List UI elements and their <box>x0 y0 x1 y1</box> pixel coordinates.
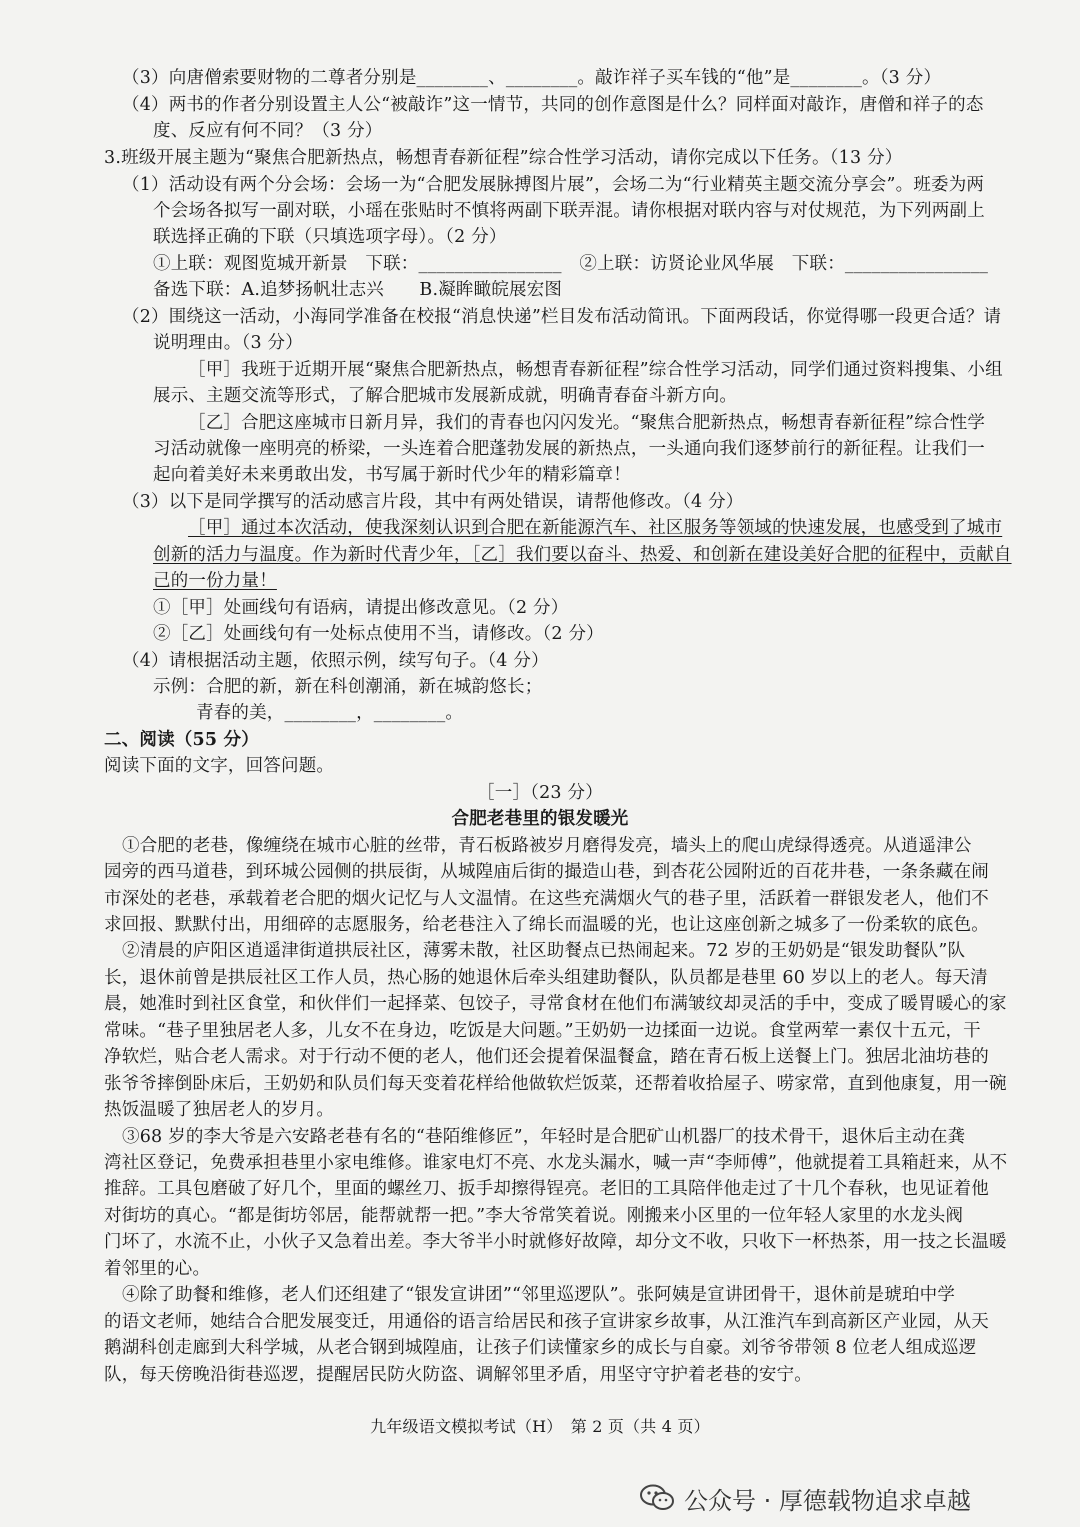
question-line: （4）请根据活动主题，依照示例，续写句子。（4 分） <box>122 651 549 671</box>
passage-number: ［一］（23 分） <box>477 783 603 803</box>
paragraph-line: ①合肥的老巷，像缠绕在城市心脏的丝带，青石板路被岁月磨得发亮，墙头上的爬山虎绿得透亮。从逍遥津公 <box>122 836 972 856</box>
question-line: （4）两书的作者分别设置主人公“被敲诈”这一情节，共同的创作意图是什么？同样面对敲诈，唐僧和祥子的态 <box>122 95 984 115</box>
paragraph-line: 长，退休前曾是拱辰社区工作人员，热心肠的她退休后牵头组建助餐队，队员都是巷里 60 岁以上的老人。每天清 <box>104 968 988 988</box>
passage-yi: 起向着美好未来勇敢出发，书写属于新时代少年的精彩篇章！ <box>153 465 631 485</box>
paragraph-line: 门坏了，水流不止，小伙子又急着出差。李大爷半小时就修好故障，却分文不收，只收下一杯热茶，用一技之长温暖 <box>104 1232 1007 1252</box>
watermark <box>640 1480 971 1516</box>
paragraph-line: 队，每天傍晚沿街巷巡逻，提醒居民防火防盗、调解邻里矛盾，用坚守守护着老巷的安宁。 <box>104 1365 812 1385</box>
paragraph-line: 鹅湖科创走廊到大科学城，从老合钢到城隍庙，让孩子们读懂家乡的成长与自豪。刘爷爷带领 8 位老人组成巡逻 <box>104 1338 977 1358</box>
fill-in-line: 青春的美，________，________。 <box>196 703 464 723</box>
passage-yi: 习活动就像一座明亮的桥梁，一头连着合肥蓬勃发展的新热点，一头通向我们逐梦前行的新征程。让我们一 <box>153 439 985 459</box>
instruction-line: 阅读下面的文字，回答问题。 <box>104 756 335 776</box>
paragraph-line: 湾社区登记，免费承担巷里小家电维修。谁家电灯不亮、水龙头漏水，喊一声“李师傅”，他就提着工具箱赶来，从不 <box>104 1153 1008 1173</box>
question-line: （3）向唐僧索要财物的二尊者分别是________、________。敲诈祥子买车钱的“他”是________。（3 分） <box>122 68 942 88</box>
paragraph-line: 晨，她准时到社区食堂，和伙伴们一起择菜、包饺子，寻常食材在他们布满皱纹却灵活的手中，变成了暖胃暖心的家 <box>104 994 1007 1014</box>
question-line: （3）以下是同学撰写的活动感言片段，其中有两处错误，请帮他修改。（4 分） <box>122 492 744 512</box>
passage-jia: 展示、主题交流等形式，了解合肥城市发展新成就，明确青春奋斗新方向。 <box>153 386 738 406</box>
paragraph-line: 园旁的西马道巷，到环城公园侧的拱辰街，从城隍庙后街的撮造山巷，到杏花公园附近的百花井巷，一条条藏在闹 <box>104 862 989 882</box>
watermark-text: 公众号 · 厚德载物追求卓越 <box>684 1486 971 1515</box>
paragraph-line: 对街坊的真心。“都是街坊邻居，能帮就帮一把。”李大爷常笑着说。刚搬来小区里的一位年轻人家里的水龙头阀 <box>104 1206 964 1226</box>
sub-question: ②［乙］处画线句有一处标点使用不当，请修改。（2 分） <box>153 624 604 644</box>
underlined-passage: 创新的活力与温度。作为新时代青少年，［乙］我们要以奋斗、热爱、和创新在建设美好合肥的征程中，贡献自 <box>153 545 1012 565</box>
paragraph-line: ③68 岁的李大爷是六安路老巷有名的“巷陌维修匠”，年轻时是合肥矿山机器厂的技术骨干，退休后主动在龚 <box>122 1127 966 1147</box>
question-line: 个会场各拟写一副对联，小瑶在张贴时不慎将两副下联弄混。请你根据对联内容与对仗规范，为下列两副上 <box>153 201 985 221</box>
paragraph-line: 推辞。工具包磨破了好几个，里面的螺丝刀、扳手却擦得锃亮。老旧的工具陪伴他走过了十几个春秋，也见证着他 <box>104 1179 989 1199</box>
paragraph-line: 的语文老师，她结合合肥发展变迁，用通俗的语言给居民和孩子宣讲家乡故事，从江淮汽车到高新区产业园，从天 <box>104 1312 989 1332</box>
question-line: （1）活动设有两个分会场：会场一为“合肥发展脉搏图片展”，会场二为“行业精英主题交流分享会”。班委为两 <box>122 175 985 195</box>
paragraph-line: 求回报、默默付出，用细碎的志愿服务，给老巷注入了绵长而温暖的光，也让这座创新之城多了一份柔软的底色。 <box>104 915 989 935</box>
couplet-options: 备选下联：A.追梦扬帆壮志兴 B.凝眸瞰皖展宏图 <box>153 280 563 300</box>
wechat-icon <box>640 1484 674 1512</box>
paragraph-line: ④除了助餐和维修，老人们还组建了“银发宣讲团”“邻里巡逻队”。张阿姨是宣讲团骨干，退休前是琥珀中学 <box>122 1285 956 1305</box>
question-line: 度、反应有何不同？（3 分） <box>153 121 383 141</box>
question-line: 说明理由。（3 分） <box>153 333 303 353</box>
passage-yi: ［乙］合肥这座城市日新月异，我们的青春也闪闪发光。“聚焦合肥新热点，畅想青春新征程”综合性学 <box>188 413 986 433</box>
couplet-line: ①上联：观图览城开新景 下联：________________ ②上联：访贤论业风华展 下联：________________ <box>153 254 989 274</box>
question-line: （2）围绕这一活动，小海同学准备在校报“消息快递”栏目发布活动简讯。下面两段话，你觉得哪一段更合适？请 <box>122 307 1002 327</box>
paragraph-line: 热饭温暖了独居老人的岁月。 <box>104 1100 335 1120</box>
paragraph-line: 市深处的老巷，承载着老合肥的烟火记忆与人文温情。在这些充满烟火气的巷子里，活跃着一群银发老人，他们不 <box>104 889 989 909</box>
example-line: 示例：合肥的新，新在科创潮涌，新在城韵悠长； <box>153 677 543 697</box>
section-heading: 二、阅读（55 分） <box>104 730 259 750</box>
underlined-passage: ［甲］通过本次活动，使我深刻认识到合肥在新能源汽车、社区服务等领域的快速发展，也感受到了城市 <box>188 518 1003 538</box>
sub-question: ①［甲］处画线句有语病，请提出修改意见。（2 分） <box>153 598 569 618</box>
paragraph-line: 张爷爷摔倒卧床后，王奶奶和队员们每天变着花样给他做软烂饭菜，还帮着收拾屋子、唠家常，直到他康复，用一碗 <box>104 1074 1007 1094</box>
passage-title: 合肥老巷里的银发暖光 <box>451 809 629 829</box>
passage-jia: ［甲］我班于近期开展“聚焦合肥新热点，畅想青春新征程”综合性学习活动，同学们通过资料搜集、小组 <box>188 360 1003 380</box>
paragraph-line: 净软烂，贴合老人需求。对于行动不便的老人，他们还会提着保温餐盒，踏在青石板上送餐上门。独居北油坊巷的 <box>104 1047 989 1067</box>
underlined-passage: 己的一份力量！ <box>153 571 277 591</box>
paragraph-line: ②清晨的庐阳区逍遥津街道拱辰社区，薄雾未散，社区助餐点已热闹起来。72 岁的王奶奶是“银发助餐队”队 <box>122 941 966 961</box>
section-heading: 3.班级开展主题为“聚焦合肥新热点，畅想青春新征程”综合性学习活动，请你完成以下任务。（13 分） <box>104 148 903 168</box>
paragraph-line: 常味。“巷子里独居老人多，儿女不在身边，吃饭是大问题。”王奶奶一边揉面一边说。食堂两荤一素仅十五元，干 <box>104 1021 981 1041</box>
paragraph-line: 着邻里的心。 <box>104 1259 211 1279</box>
page-footer: 九年级语文模拟考试（H） 第 2 页（共 4 页） <box>370 1417 710 1436</box>
question-line: 联选择正确的下联（只填选项字母）。（2 分） <box>153 227 507 247</box>
